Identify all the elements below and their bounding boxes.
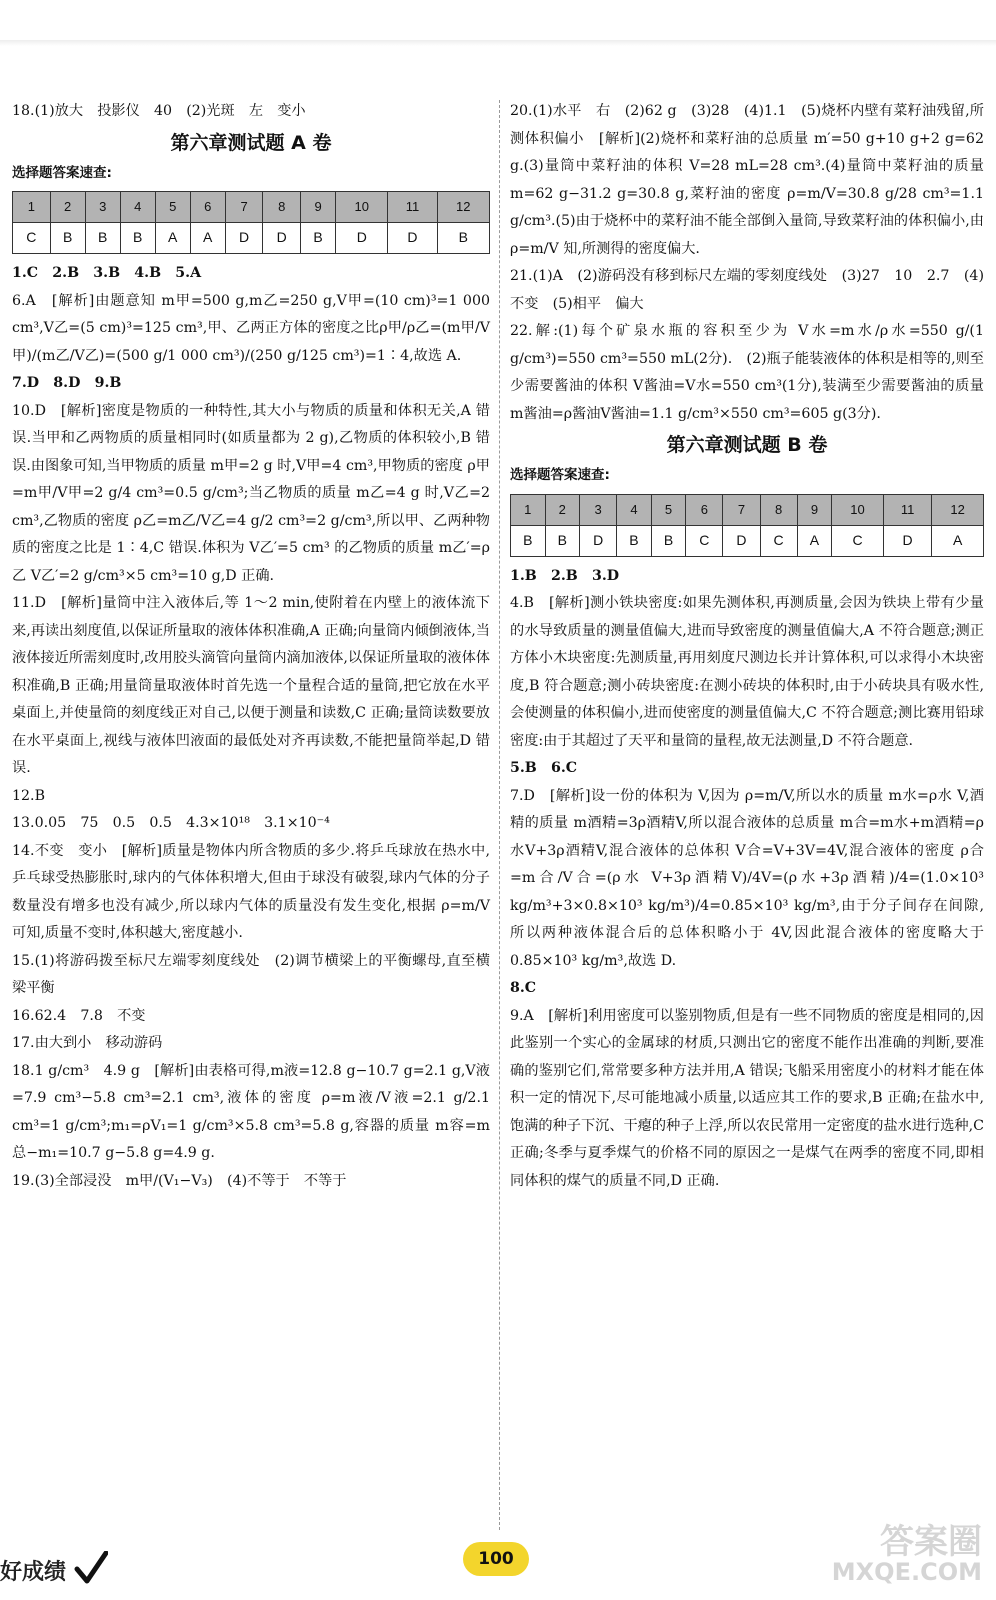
table-b-qnum-7: 7 bbox=[723, 494, 760, 525]
table-b-qnum-1: 1 bbox=[511, 494, 546, 525]
table-a-qnum-5: 5 bbox=[155, 192, 190, 223]
watermark-logo-text: 答案圈 bbox=[880, 1522, 982, 1562]
page-number: 100 bbox=[463, 1542, 529, 1576]
answer-b-7: 7.D [解析]设一份的体积为 V,因为 ρ=m/V,所以水的质量 m水=ρ水 V,酒精的质量 m酒精=3ρ酒精V,所以混合液体的总质量 m合=m水+m酒精=ρ水V+3ρ酒精V,混合液体的总体积 V合=V+3V=4V,混合液体的密度 ρ合=m合/V合=(ρ水 V+3ρ酒精V)/4V=(ρ水+3ρ酒精)/4=(1.0×10³ kg/m³+3×0.8×10³ kg/m³)/4=0.85×10³ kg/m³,由于分子间存在间隙,所以两种液体混合后的总体积略小于 4V,因此混合液体的密度略大于 0.85×10³ kg/m³,故选 D. bbox=[510, 787, 984, 969]
quick-answers-label-b: 选择题答案速查: bbox=[510, 467, 610, 483]
answer-22: 22.解:(1)每个矿泉水瓶的容积至少为 V水=m水/ρ水=550 g/(1 g/cm³)=550 cm³=550 mL(2分). (2)瓶子能装液体的体积是相等的,则至少需要酱油的体积 V酱油=V水=550 cm³(1分),装满至少需要酱油的质量 m酱油=ρ酱油V酱油=1.1 g/cm³×550 cm³=605 g(3分). bbox=[510, 323, 984, 422]
answers-7-9: 7.D 8.D 9.B bbox=[12, 375, 122, 391]
answer-b-4: 4.B [解析]测小铁块密度:如果先测体积,再测质量,会因为铁块上带有少量的水导致质量的测量值偏大,进而导致密度的测量值偏大,A 不符合题意;测正方体小木块密度:先测质量,再用刻度尺测边长并计算体积,可以求得小木块密度,B 符合题意;测小砖块密度:在测小砖块的体积时,由于小砖块具有吸水性,会使测量的体积偏小,进而使密度的测量值偏大,C 不符合题意;测比赛用铅球密度:由于其超过了天平和量筒的量程,故无法测量,D 不符合题意. bbox=[510, 595, 984, 749]
table-a-answer-7: D bbox=[225, 223, 263, 254]
table-b-answer-2: B bbox=[545, 525, 580, 556]
table-a-qnum-4: 4 bbox=[120, 192, 155, 223]
answer-17: 17.由大到小 移动游码 bbox=[12, 1035, 163, 1051]
table-b-answer-10: C bbox=[832, 525, 884, 556]
table-b-qnum-8: 8 bbox=[760, 494, 797, 525]
left-column bbox=[12, 98, 490, 1195]
answer-table-header bbox=[511, 494, 984, 525]
answer-b-9: 9.A [解析]利用密度可以鉴别物质,但是有一些不同物质的密度是相同的,因此鉴别一个实心的金属球的材质,只测出它的密度不能作出准确的判断,要准确的鉴别它们,常常要多种方法并用,A 错误;飞船采用密度小的材料才能在体积一定的情况下,尽可能地减小质量,以适应其工作的要求,B 正确;在盐水中,饱满的种子下沉、干瘪的种子上浮,所以农民常用一定密度的盐水进行选种,C 正确;冬季与夏季煤气的价格不同的原因之一是煤气在两季的密度不同,即相同体积的煤气的质量不同,D 正确. bbox=[510, 1007, 984, 1189]
table-b-answer-7: D bbox=[723, 525, 760, 556]
right-column bbox=[510, 98, 984, 1195]
table-a-answer-6: A bbox=[190, 223, 225, 254]
table-b-qnum-3: 3 bbox=[580, 494, 617, 525]
top-edge bbox=[0, 40, 996, 46]
watermark bbox=[792, 1514, 982, 1594]
table-b-qnum-11: 11 bbox=[883, 494, 931, 525]
table-a-answer-11: D bbox=[388, 223, 437, 254]
answer-21: 21.(1)A (2)游码没有移到标尺左端的零刻度线处 (3)27 10 2.7 (4)不变 (5)相平 偏大 bbox=[510, 268, 984, 312]
table-a-answer-8: D bbox=[263, 223, 301, 254]
table-b-qnum-12: 12 bbox=[932, 494, 984, 525]
answer-b-8: 8.C bbox=[510, 980, 537, 996]
table-b-answer-11: D bbox=[883, 525, 931, 556]
table-b-qnum-9: 9 bbox=[797, 494, 832, 525]
table-b-answer-12: A bbox=[932, 525, 984, 556]
table-a-qnum-3: 3 bbox=[85, 192, 120, 223]
brand-text: 好成绩 bbox=[0, 1560, 67, 1585]
table-a-answer-5: A bbox=[155, 223, 190, 254]
answer-18: 18.1 g/cm³ 4.9 g [解析]由表格可得,m液=12.8 g−10.7 g=2.1 g,V液=7.9 cm³−5.8 cm³=2.1 cm³,液体的密度 ρ=m液/V液=2.1 g/2.1 cm³=1 g/cm³;m₁=ρV₁=1 g/cm³×5.8 cm³=5.8 g,容器的质量 m容=m总−m₁=10.7 g−5.8 g=4.9 g. bbox=[12, 1062, 490, 1161]
answer-19: 19.(3)全部浸没 m甲/(V₁−V₃) (4)不等于 不等于 bbox=[12, 1172, 347, 1189]
answer-table-row bbox=[511, 525, 984, 556]
answers-b-5-6: 5.B 6.C bbox=[510, 760, 578, 776]
table-b-qnum-6: 6 bbox=[686, 494, 723, 525]
answer-table-b bbox=[510, 494, 984, 557]
table-a-qnum-9: 9 bbox=[301, 192, 336, 223]
answer-table-row bbox=[13, 223, 490, 254]
answer-16: 16.62.4 7.8 不变 bbox=[12, 1007, 146, 1024]
table-a-answer-1: C bbox=[13, 223, 51, 254]
table-a-qnum-1: 1 bbox=[13, 192, 51, 223]
table-a-answer-2: B bbox=[50, 223, 85, 254]
table-b-answer-5: B bbox=[651, 525, 686, 556]
table-b-answer-6: C bbox=[686, 525, 723, 556]
checkmark-icon bbox=[74, 1551, 108, 1585]
table-a-answer-4: B bbox=[120, 223, 155, 254]
section-title-a: 第六章测试题 A 卷 bbox=[170, 131, 332, 154]
table-a-qnum-11: 11 bbox=[388, 192, 437, 223]
answer-14: 14.不变 变小 [解析]质量是物体内所含物质的多少.将乒乓球放在热水中,乒乓球受热膨胀时,球内的气体体积增大,但由于球没有破裂,球内气体的分子数量没有增多也没有减少,所以球内气体的质量没有发生变化,根据 ρ=m/V 可知,质量不变时,体积越大,密度越小. bbox=[12, 842, 490, 941]
table-a-answer-3: B bbox=[85, 223, 120, 254]
answer-6: 6.A [解析]由题意知 m甲=500 g,m乙=250 g,V甲=(10 cm)³=1 000 cm³,V乙=(5 cm)³=125 cm³,甲、乙两正方体的密度之比ρ甲/ρ乙=(m甲/V甲)/(m乙/V乙)=(500 g/1 000 cm³)/(250 g/125 cm³)=1∶4,故选 A. bbox=[12, 292, 490, 364]
table-b-answer-8: C bbox=[760, 525, 797, 556]
table-b-qnum-5: 5 bbox=[651, 494, 686, 525]
answer-20: 20.(1)水平 右 (2)62 g (3)28 (4)1.1 (5)烧杯内壁有菜籽油残留,所测体积偏小 [解析](2)烧杯和菜籽油的总质量 m′=50 g+10 g+2 g=62 g.(3)量筒中菜籽油的体积 V=28 mL=28 cm³.(4)量筒中菜籽油的质量 m=62 g−31.2 g=30.8 g,菜籽油的密度 ρ=m/V=30.8 g/28 cm³=1.1 g/cm³.(5)由于烧杯中的菜籽油不能全部倒入量筒,导致菜籽油的体积偏小,由 ρ=m/V 知,所测得的密度偏大. bbox=[510, 103, 984, 257]
watermark-url: MXQE.COM bbox=[831, 1558, 982, 1586]
answer-12: 12.B bbox=[12, 787, 45, 804]
answer-18-unit5: 18.(1)放大 投影仪 40 (2)光斑 左 变小 bbox=[12, 103, 306, 119]
table-b-answer-1: B bbox=[511, 525, 546, 556]
answer-11: 11.D [解析]量筒中注入液体后,等 1～2 min,使附着在内壁上的液体流下来,再读出刻度值,以保证所量取的液体体积准确,A 正确;向量筒内倾倒液体,当液体接近所需刻度时,改用胶头滴管向量筒内滴加液体,以保证所量取的液体体积准确,B 正确;用量筒量取液体时首先选一个量程合适的量筒,把它放在水平桌面上,并使量筒的刻度线正对自己,以便于测量和读数,C 正确;量筒读数要放在水平桌面上,视线与液体凹液面的最低处对齐再读数,不能把量筒举起,D 错误. bbox=[12, 595, 490, 776]
answer-13: 13.0.05 75 0.5 0.5 4.3×10¹⁸ 3.1×10⁻⁴ bbox=[12, 815, 330, 831]
quick-answers-label-a: 选择题答案速查: bbox=[12, 164, 112, 181]
table-b-answer-9: A bbox=[797, 525, 832, 556]
table-b-qnum-10: 10 bbox=[832, 494, 884, 525]
column-divider bbox=[499, 100, 500, 1530]
table-a-qnum-2: 2 bbox=[50, 192, 85, 223]
table-a-answer-10: D bbox=[336, 223, 388, 254]
answer-table-a bbox=[12, 191, 490, 254]
brand-logo bbox=[0, 1545, 108, 1586]
table-a-answer-12: B bbox=[437, 223, 489, 254]
table-a-answer-9: B bbox=[301, 223, 336, 254]
table-a-qnum-10: 10 bbox=[336, 192, 388, 223]
section-title-b: 第六章测试题 B 卷 bbox=[666, 434, 828, 456]
table-b-qnum-4: 4 bbox=[617, 494, 652, 525]
table-b-answer-4: B bbox=[617, 525, 652, 556]
answers-b-1-3: 1.B 2.B 3.D bbox=[510, 567, 620, 584]
answer-10: 10.D [解析]密度是物质的一种特性,其大小与物质的质量和体积无关,A 错误.当甲和乙两物质的质量相同时(如质量都为 2 g),乙物质的体积较小,B 错误.由图象可知,当甲物质的质量 m甲=2 g 时,V甲=4 cm³,甲物质的密度 ρ甲=m甲/V甲=2 g/4 cm³=0.5 g/cm³;当乙物质的质量 m乙=4 g 时,V乙=2 cm³,乙物质的密度 ρ乙=m乙/V乙=4 g/2 cm³=2 g/cm³,所以甲、乙两种物质的密度之比是 1∶4,C 错误.体积为 V乙′=5 cm³ 的乙物质的质量 m乙′=ρ乙 V乙′=2 g/cm³×5 cm³=10 g,D 正确. bbox=[12, 402, 490, 584]
table-a-qnum-7: 7 bbox=[225, 192, 263, 223]
table-a-qnum-12: 12 bbox=[437, 192, 489, 223]
table-b-qnum-2: 2 bbox=[545, 494, 580, 525]
table-b-answer-3: D bbox=[580, 525, 617, 556]
table-a-qnum-6: 6 bbox=[190, 192, 225, 223]
answer-15: 15.(1)将游码拨至标尺左端零刻度线处 (2)调节横梁上的平衡螺母,直至横梁平衡 bbox=[12, 952, 490, 996]
answers-1-5: 1.C 2.B 3.B 4.B 5.A bbox=[12, 265, 202, 281]
table-a-qnum-8: 8 bbox=[263, 192, 301, 223]
answer-table-header bbox=[13, 192, 490, 223]
